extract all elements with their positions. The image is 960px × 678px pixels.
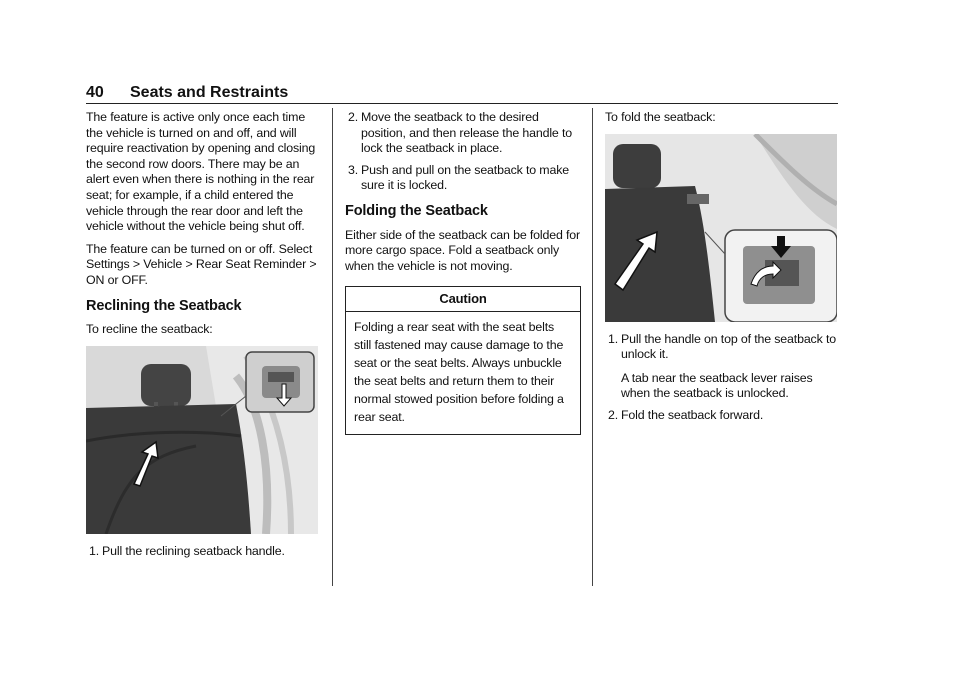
list-item — [345, 110, 581, 157]
list-item — [605, 408, 841, 424]
section-title: Seats and Restraints — [130, 84, 289, 101]
step-note: A tab near the seatback lever raises when the seatback is unlocked. — [621, 370, 813, 401]
step-number: 2. — [348, 110, 359, 124]
reclining-heading: Reclining the Seatback — [86, 297, 242, 314]
column-divider — [592, 108, 593, 586]
step-number: 1. — [608, 331, 619, 346]
step-text: Pull the handle on top of the seatback to unlock it. — [621, 331, 836, 362]
caution-body: Folding a rear seat with the seat belts still fastened may cause damage to the seat or the seat belts. Always unbuckle the seat belts and return them to their normal stowed position before folding a rear seat. — [354, 319, 564, 424]
list-item — [605, 332, 841, 402]
page-number: 40 — [86, 84, 104, 101]
caution-title: Caution — [346, 287, 580, 312]
step-text: Pull the reclining seatback handle. — [102, 543, 285, 558]
step-number: 3. — [348, 162, 359, 177]
fold-seatback-illustration — [605, 134, 837, 322]
step-number: 1. — [89, 543, 100, 558]
column-divider — [332, 108, 333, 586]
caution-box — [345, 286, 581, 435]
list-item — [345, 163, 581, 194]
step-text: Push and pull on the seatback to make sure it is locked. — [361, 162, 569, 193]
header-rule — [86, 103, 838, 104]
folding-heading: Folding the Seatback — [345, 202, 488, 219]
fold-intro: To fold the seatback: — [605, 110, 716, 124]
page-header — [86, 84, 838, 104]
step-number: 2. — [608, 407, 619, 422]
step-text: Fold the seatback forward. — [621, 407, 764, 422]
column-3 — [605, 110, 841, 430]
settings-paragraph: The feature can be turned on or off. Select Settings > Vehicle > Rear Seat Reminder > ON or OFF. — [86, 241, 317, 287]
column-1 — [86, 110, 322, 565]
recline-intro: To recline the seatback: — [86, 322, 213, 337]
column-2 — [345, 110, 581, 435]
folding-paragraph: Either side of the seatback can be folded for more cargo space. Fold a seatback only when the vehicle is not moving. — [345, 227, 581, 273]
step-text: Move the seatback to the desired position, and then release the handle to lock the seatback in place. — [361, 110, 572, 156]
list-item — [86, 544, 322, 560]
feature-paragraph: The feature is active only once each time the vehicle is turned on and off, and will require reactivation by opening and closing the second row doors. There may be an alert even when there is nothing in the rear seat; for example, if a child entered the vehicle through the rear door and left the vehicle without the vehicle being shut off. — [86, 110, 316, 234]
recline-seatback-illustration — [86, 346, 318, 534]
